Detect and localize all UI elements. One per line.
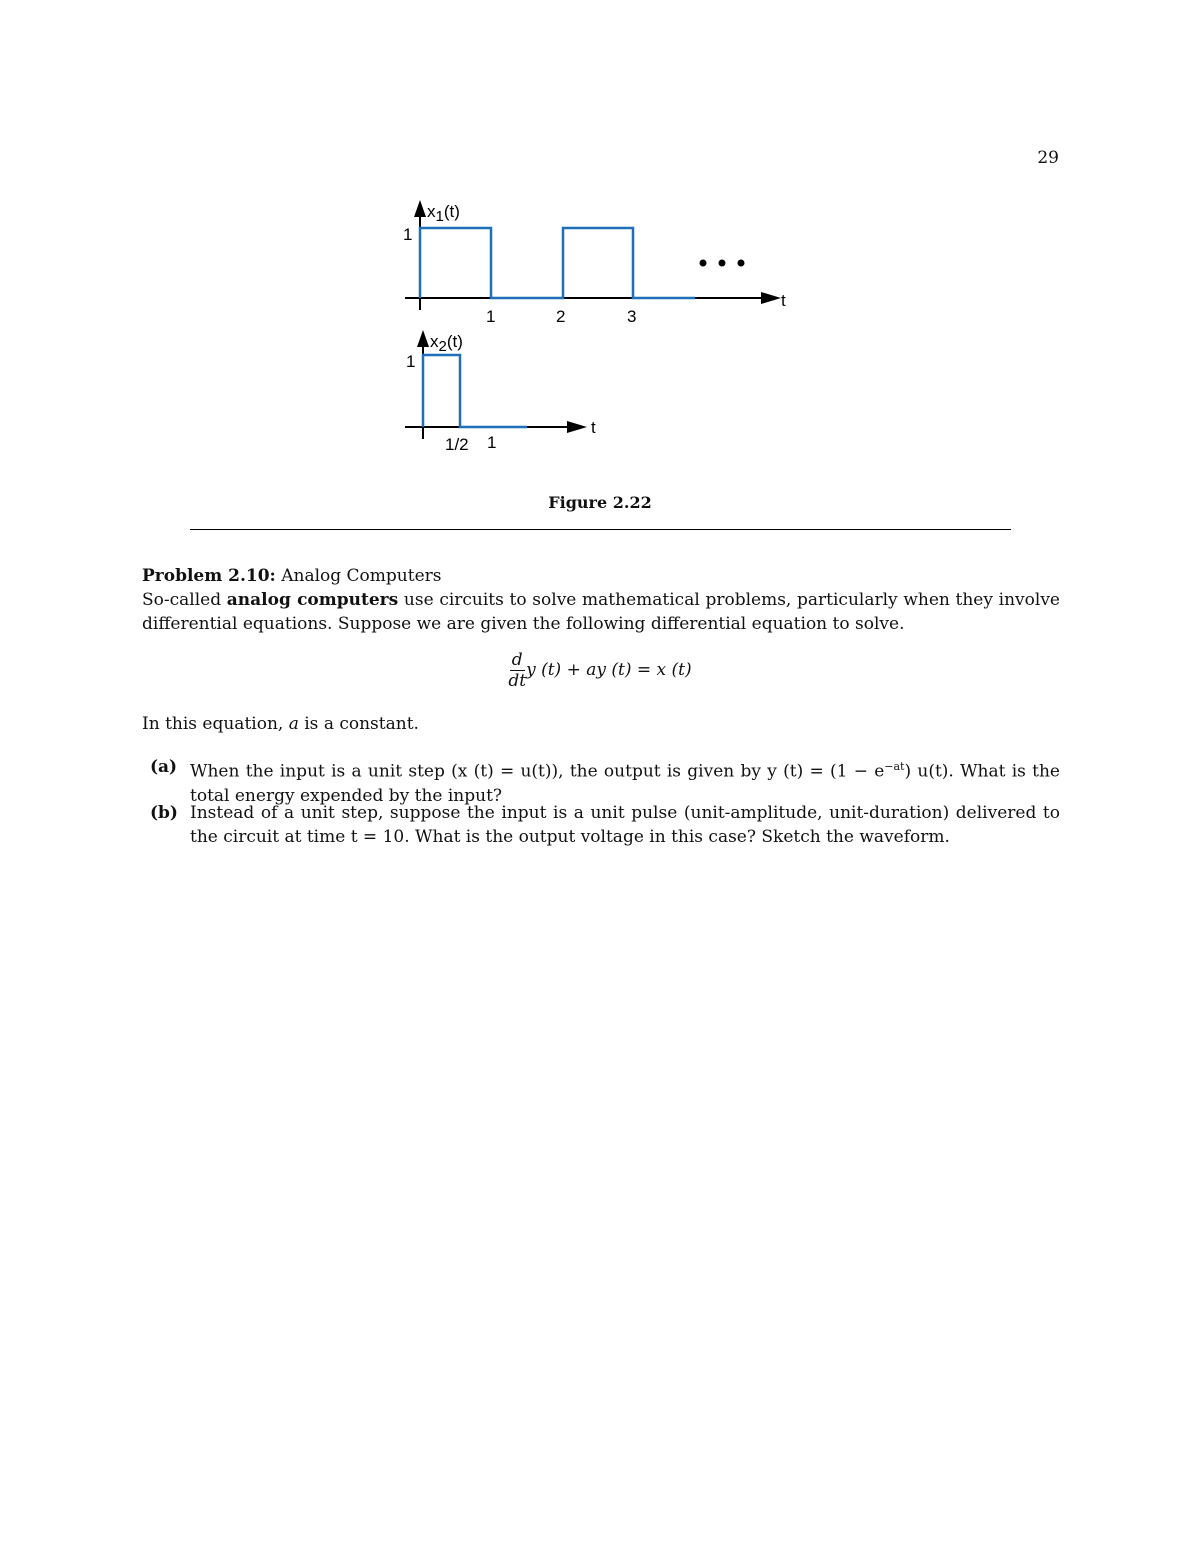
x1-signal xyxy=(420,228,695,298)
x2-xlabel: t xyxy=(591,418,596,437)
fraction-denominator: dt xyxy=(508,671,527,691)
problem-title: Analog Computers xyxy=(281,566,442,586)
derivative-fraction xyxy=(508,650,526,691)
x2-y-tick: 1 xyxy=(406,352,416,371)
x2-signal xyxy=(423,355,527,427)
x1-amplitude-arrow-icon xyxy=(414,200,426,217)
x2-x-tick: 1/2 xyxy=(445,435,469,454)
section-divider xyxy=(190,529,1011,530)
continuation-dots-icon xyxy=(700,260,745,267)
figure-caption: Figure 2.22 xyxy=(548,493,652,512)
intro-bold-term: analog computers xyxy=(226,590,399,610)
x1-x-tick: 1 xyxy=(486,307,496,326)
equation-rest: y (t) + ay (t) = x (t) xyxy=(526,660,692,680)
part-a-text-post: ) u(t). What is the total energy expended by the input? xyxy=(190,761,1060,806)
differential-equation xyxy=(0,650,1200,691)
x1-y-tick: 1 xyxy=(403,225,413,244)
intro-start: So-called xyxy=(142,590,227,610)
constant-post: is a constant. xyxy=(298,714,419,734)
part-b-label: (b) xyxy=(150,803,178,823)
problem-intro xyxy=(142,588,1060,636)
plot-x2 xyxy=(405,330,596,454)
fraction-numerator: d xyxy=(511,650,523,670)
intro-rest: use circuits to solve mathematical problems, particularly when they involve differential equations. Suppose we are given the following differential equation to solve. xyxy=(142,590,1060,634)
x1-xlabel: t xyxy=(781,291,786,310)
part-b-text: Instead of a unit step, suppose the input is a unit pulse (unit-amplitude, unit-duration) delivered to the circuit at time t = 10. What is the output voltage in this case? Sketch the waveform. xyxy=(190,803,1060,847)
x2-time-arrow-icon xyxy=(567,421,587,433)
x1-time-arrow-icon xyxy=(761,292,781,304)
plot-x1 xyxy=(403,200,786,326)
part-a-text-pre: When the input is a unit step (x (t) = u(t)), the output is given by y (t) = (1 − e xyxy=(190,761,885,782)
part-a-label: (a) xyxy=(150,757,178,777)
x2-amplitude-arrow-icon xyxy=(417,330,429,347)
x2-x-tick: 1 xyxy=(487,433,497,452)
problem-number: Problem 2.10: xyxy=(142,566,276,586)
problem-heading xyxy=(142,564,1060,588)
part-a-text xyxy=(190,755,1060,808)
x1-ylabel: x1(t) xyxy=(427,202,460,225)
x1-x-tick: 2 xyxy=(556,307,566,326)
constant-pre: In this equation, xyxy=(142,714,289,734)
page-number: 29 xyxy=(1037,148,1059,168)
constant-symbol: a xyxy=(288,714,299,734)
x2-ylabel: x2(t) xyxy=(430,332,463,355)
constant-statement xyxy=(142,712,1060,736)
figure-2-22 xyxy=(395,195,815,465)
x1-x-tick: 3 xyxy=(627,307,637,326)
part-a-exponent: −at xyxy=(884,760,905,773)
